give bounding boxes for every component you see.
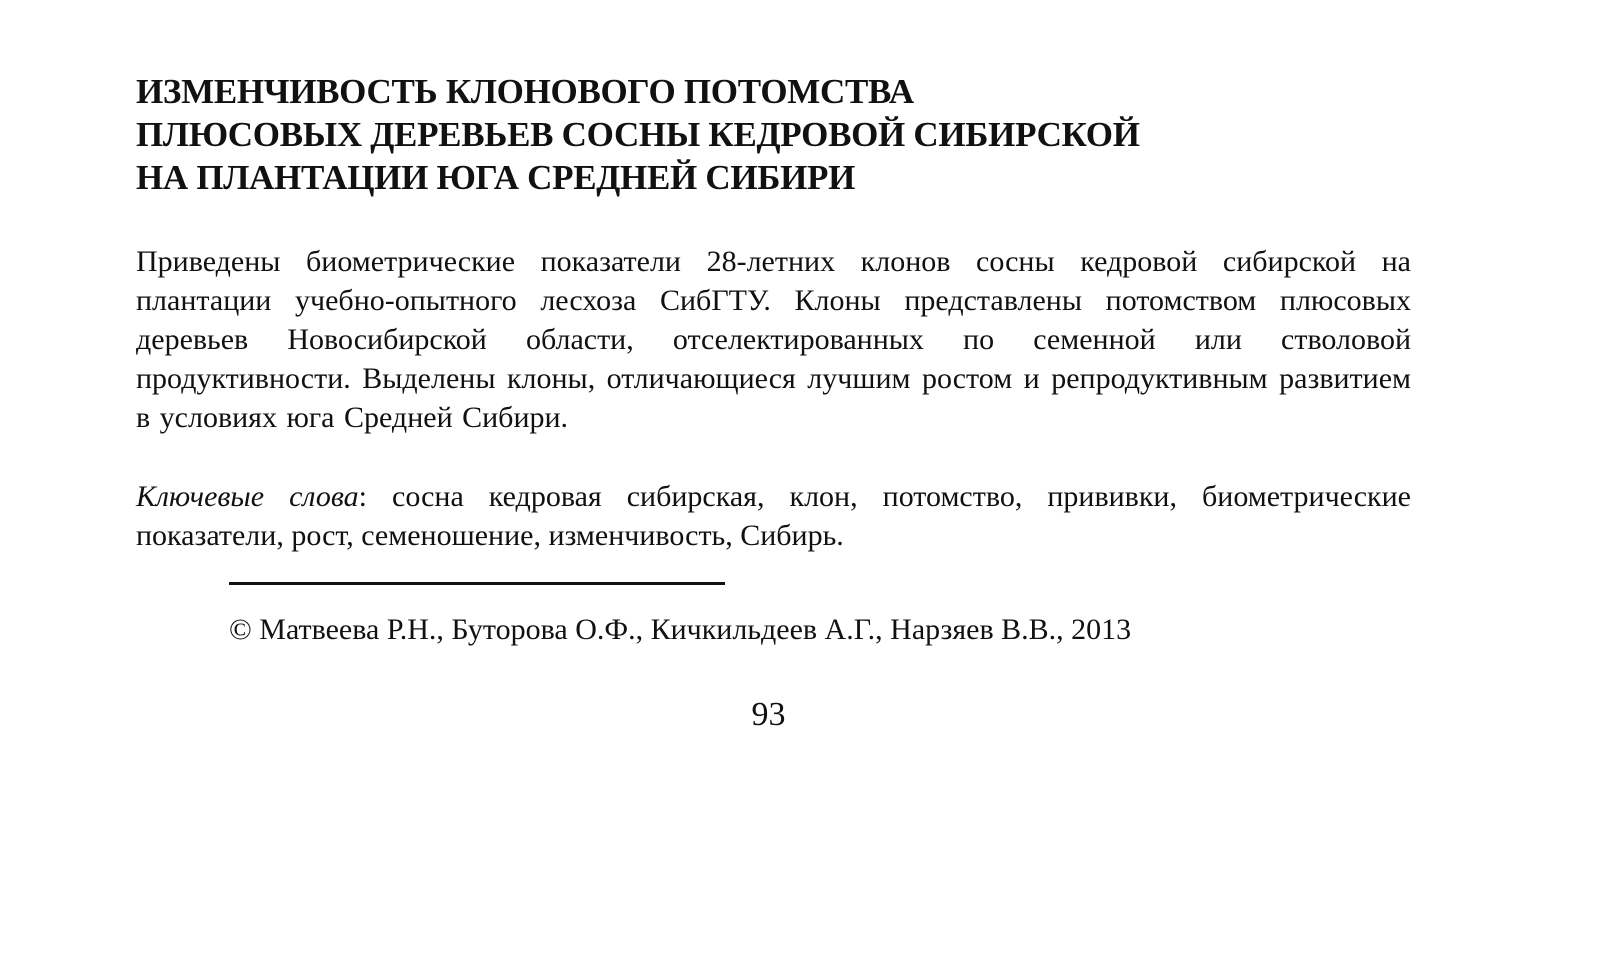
keywords-label: Ключевые слова [136,480,359,513]
article-title [136,70,1386,199]
keywords-text: : сосна кедровая сибирская, клон, потомство, прививки, биометрические показатели, рост, семеношение, изменчивость, Сибирь. [136,480,1411,552]
title-line-1: ИЗМЕНЧИВОСТЬ КЛОНОВОГО ПОТОМСТВА [136,72,914,111]
page-number: 93 [751,696,786,733]
keywords-paragraph [136,477,1411,555]
copyright-note: © Матвеева Р.Н., Буторова О.Ф., Кичкильдеев А.Г., Нарзяев В.В., 2013 [229,613,1132,646]
title-line-2: ПЛЮСОВЫХ ДЕРЕВЬЕВ СОСНЫ КЕДРОВОЙ СИБИРСКОЙ [136,115,1140,154]
title-line-3: НА ПЛАНТАЦИИ ЮГА СРЕДНЕЙ СИБИРИ [136,158,856,197]
abstract-text: Приведены биометрические показатели 28-летних клонов сосны кедровой сибирской на плантации учебно-опытного лесхоза СибГТУ. Клоны представлены потомством плюсовых деревьев Новосибирской области, отселектированных по семенной или стволовой продуктивности. Выделены клоны, отличающиеся лучшим ростом и репродуктивным развитием в условиях юга Средней Сибири. [136,245,1411,434]
footnote-divider [229,582,725,585]
